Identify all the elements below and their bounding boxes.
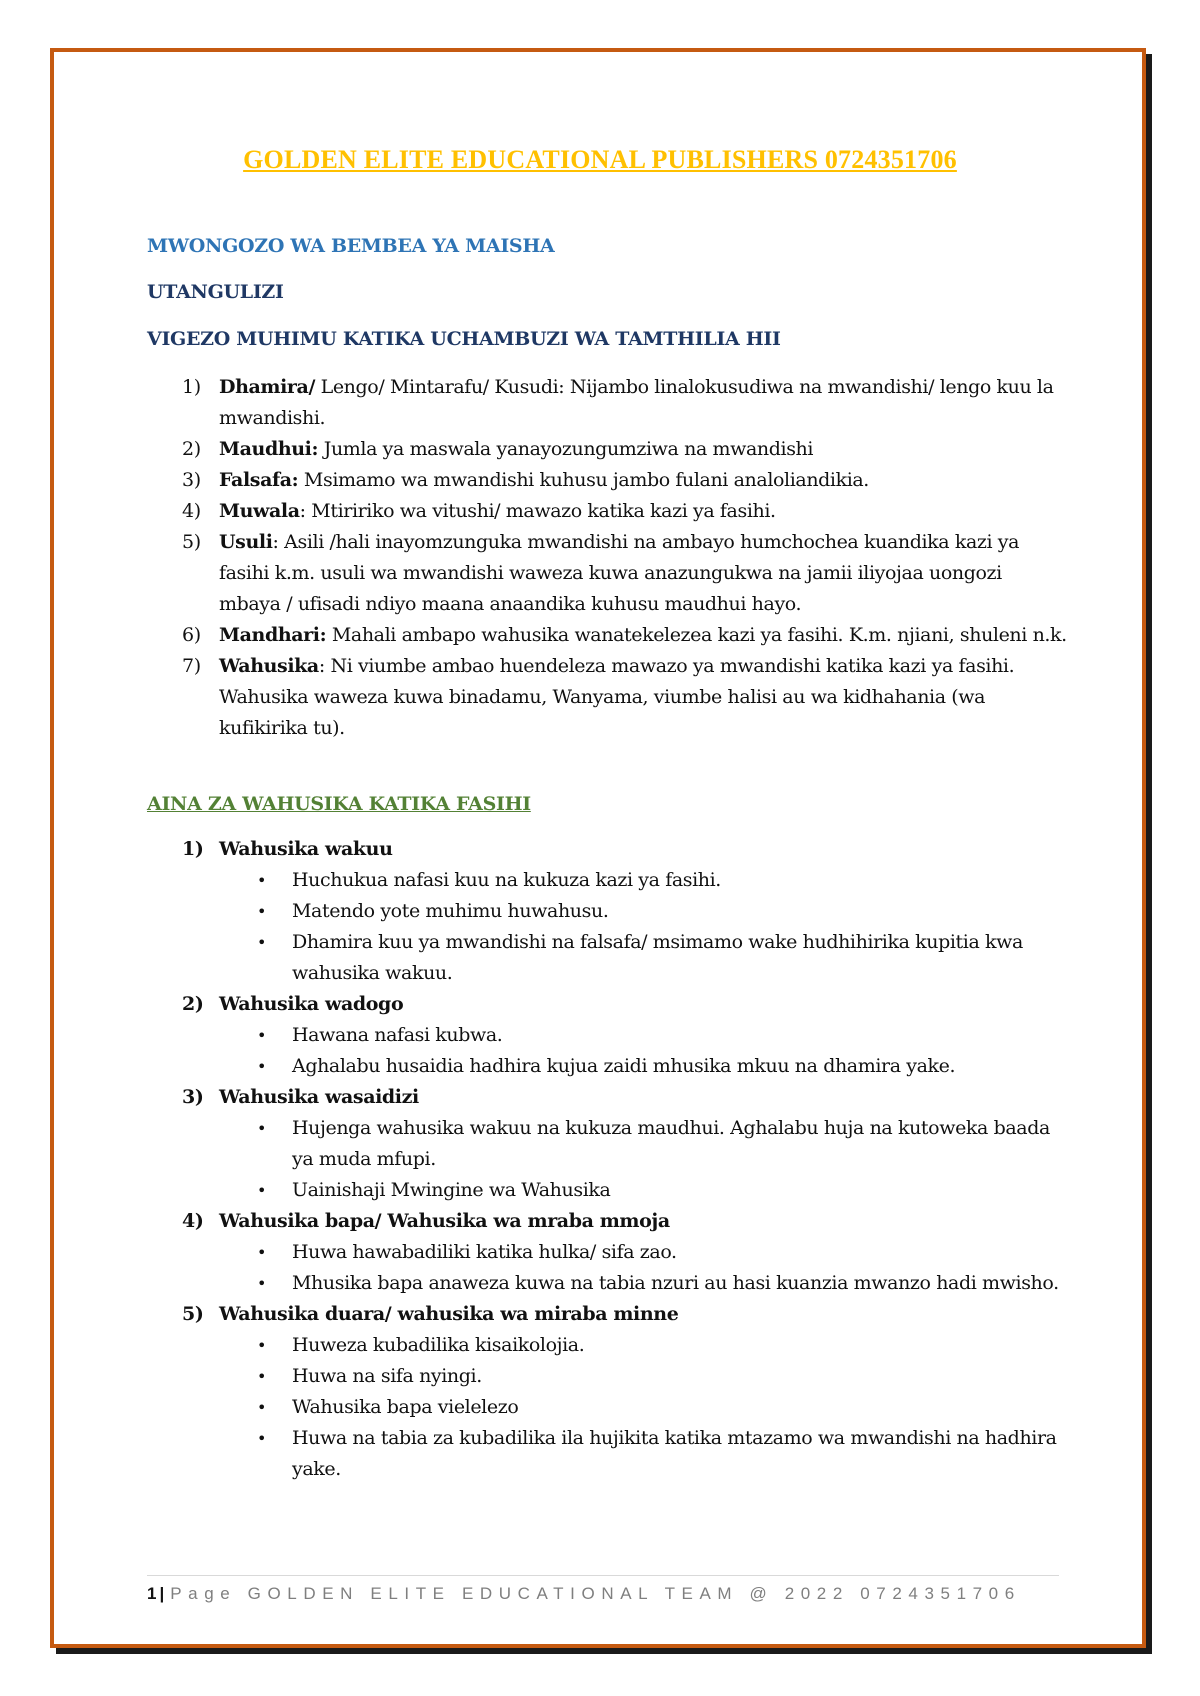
criteria-term: Mandhari: xyxy=(219,624,327,646)
character-type-name: Wahusika bapa/ Wahusika wa mraba mmoja xyxy=(219,1210,670,1232)
criteria-term: Wahusika xyxy=(219,655,319,677)
bullet-item xyxy=(147,1020,1067,1051)
list-number: 1) xyxy=(182,376,201,398)
criteria-text: Lengo/ Mintarafu/ Kusudi: Nijambo linalokusudiwa na mwandishi/ lengo kuu la mwandishi. xyxy=(219,376,1054,429)
list-number: 5) xyxy=(182,531,201,553)
bullet-text: Mhusika bapa anaweza kuwa na tabia nzuri au hasi kuanzia mwanzo hadi mwisho. xyxy=(292,1272,1059,1294)
bullet-icon: • xyxy=(257,1429,267,1448)
bullet-icon: • xyxy=(257,1336,267,1355)
criteria-heading: VIGEZO MUHIMU KATIKA UCHAMBUZI WA TAMTHILIA HII xyxy=(147,328,781,350)
criteria-term: Muwala xyxy=(219,500,300,522)
bullet-icon: • xyxy=(257,871,267,890)
list-number: 4) xyxy=(182,500,201,522)
bullet-item xyxy=(147,1237,1067,1268)
criteria-item xyxy=(147,651,1067,744)
list-number: 4) xyxy=(182,1210,204,1232)
bullet-list xyxy=(219,1113,1067,1206)
bullet-item xyxy=(147,1175,1067,1206)
list-number: 2) xyxy=(182,993,204,1015)
bullet-text: Huchukua nafasi kuu na kukuza kazi ya fasihi. xyxy=(292,869,721,891)
bullet-item xyxy=(147,927,1067,989)
character-type-name: Wahusika duara/ wahusika wa miraba minne xyxy=(219,1303,679,1325)
bullet-icon: • xyxy=(257,1274,267,1293)
criteria-term: Maudhui: xyxy=(219,438,319,460)
criteria-text: : Mtiririko wa vitushi/ mawazo katika kazi ya fasihi. xyxy=(299,500,776,522)
criteria-list xyxy=(147,372,1067,744)
character-type-item xyxy=(147,989,1067,1082)
list-number: 3) xyxy=(182,469,201,491)
bullet-list xyxy=(219,1330,1067,1485)
criteria-item xyxy=(147,434,1067,465)
bullet-icon: • xyxy=(257,1119,267,1138)
character-type-item xyxy=(147,834,1067,989)
bullet-text: Huwa na sifa nyingi. xyxy=(292,1365,482,1387)
character-types-heading: AINA ZA WAHUSIKA KATIKA FASIHI xyxy=(147,793,531,815)
criteria-text: Jumla ya maswala yanayozungumziwa na mwandishi xyxy=(318,438,814,460)
character-type-item xyxy=(147,1082,1067,1206)
bullet-list xyxy=(219,865,1067,989)
list-number: 6) xyxy=(182,624,201,646)
criteria-text: : Asili /hali inayomzunguka mwandishi na ambayo humchochea kuandika kazi ya fasihi k.m. usuli wa mwandishi waweza kuwa anazungukwa na jamii iliyojaa uongozi mbaya / ufisadi ndiyo maana anaandika kuhusu maudhui hayo. xyxy=(219,531,1020,615)
criteria-text: Mahali ambapo wahusika wanatekelezea kazi ya fasihi. K.m. njiani, shuleni n.k. xyxy=(326,624,1067,646)
bullet-icon: • xyxy=(257,1057,267,1076)
criteria-term: Falsafa: xyxy=(219,469,299,491)
criteria-item xyxy=(147,372,1067,434)
bullet-text: Aghalabu husaidia hadhira kujua zaidi mhusika mkuu na dhamira yake. xyxy=(292,1055,956,1077)
criteria-term: Dhamira/ xyxy=(219,376,315,398)
footer-rule xyxy=(147,1575,1059,1576)
bullet-icon: • xyxy=(257,933,267,952)
page-number: 1 xyxy=(147,1584,157,1603)
bullet-text: Wahusika bapa vielelezo xyxy=(292,1396,519,1418)
list-number: 5) xyxy=(182,1303,204,1325)
bullet-icon: • xyxy=(257,1026,267,1045)
criteria-item xyxy=(147,496,1067,527)
bullet-icon: • xyxy=(257,1181,267,1200)
bullet-list xyxy=(219,1020,1067,1082)
bullet-item xyxy=(147,1423,1067,1485)
footer-separator: | xyxy=(159,1584,165,1603)
character-type-item xyxy=(147,1206,1067,1299)
criteria-item xyxy=(147,465,1067,496)
bullet-item xyxy=(147,1051,1067,1082)
bullet-text: Dhamira kuu ya mwandishi na falsafa/ msimamo wake hudhihirika kupitia kwa wahusika wakuu. xyxy=(292,931,1023,984)
intro-heading: UTANGULIZI xyxy=(147,281,284,303)
document-title: GOLDEN ELITE EDUCATIONAL PUBLISHERS 0724351706 xyxy=(243,145,957,174)
criteria-item xyxy=(147,620,1067,651)
bullet-text: Hujenga wahusika wakuu na kukuza maudhui. Aghalabu huja na kutoweka baada ya muda mfupi. xyxy=(292,1117,1050,1170)
bullet-icon: • xyxy=(257,902,267,921)
bullet-icon: • xyxy=(257,1398,267,1417)
bullet-text: Matendo yote muhimu huwahusu. xyxy=(292,900,609,922)
character-type-name: Wahusika wakuu xyxy=(219,838,393,860)
bullet-text: Huwa hawabadiliki katika hulka/ sifa zao. xyxy=(292,1241,677,1263)
bullet-text: Huwa na tabia za kubadilika ila hujikita katika mtazamo wa mwandishi na hadhira yake. xyxy=(292,1427,1057,1480)
list-number: 2) xyxy=(182,438,201,460)
bullet-text: Huweza kubadilika kisaikolojia. xyxy=(292,1334,585,1356)
list-number: 7) xyxy=(182,655,201,677)
list-number: 1) xyxy=(182,838,204,860)
criteria-text: Msimamo wa mwandishi kuhusu jambo fulani analoliandikia. xyxy=(298,469,869,491)
bullet-item xyxy=(147,896,1067,927)
criteria-item xyxy=(147,527,1067,620)
bullet-item xyxy=(147,1392,1067,1423)
bullet-text: Uainishaji Mwingine wa Wahusika xyxy=(292,1179,611,1201)
criteria-text: : Ni viumbe ambao huendeleza mawazo ya mwandishi katika kazi ya fasihi. Wahusika waweza kuwa binadamu, Wanyama, viumbe halisi au wa kidhahania (wa kufikirika tu). xyxy=(219,655,1015,739)
bullet-item xyxy=(147,1361,1067,1392)
bullet-item xyxy=(147,865,1067,896)
bullet-text: Hawana nafasi kubwa. xyxy=(292,1024,503,1046)
bullet-list xyxy=(219,1237,1067,1299)
page-footer xyxy=(147,1584,1067,1604)
character-type-item xyxy=(147,1299,1067,1485)
character-types-list xyxy=(147,834,1067,1485)
list-number: 3) xyxy=(182,1086,204,1108)
character-type-name: Wahusika wasaidizi xyxy=(219,1086,419,1108)
bullet-item xyxy=(147,1113,1067,1175)
bullet-item xyxy=(147,1268,1067,1299)
bullet-icon: • xyxy=(257,1367,267,1386)
guide-heading: MWONGOZO WA BEMBEA YA MAISHA xyxy=(147,235,555,257)
criteria-term: Usuli xyxy=(219,531,273,553)
character-type-name: Wahusika wadogo xyxy=(219,993,404,1015)
bullet-item xyxy=(147,1330,1067,1361)
bullet-icon: • xyxy=(257,1243,267,1262)
footer-text: Page GOLDEN ELITE EDUCATIONAL TEAM @ 2022 0724351706 xyxy=(170,1584,1021,1603)
